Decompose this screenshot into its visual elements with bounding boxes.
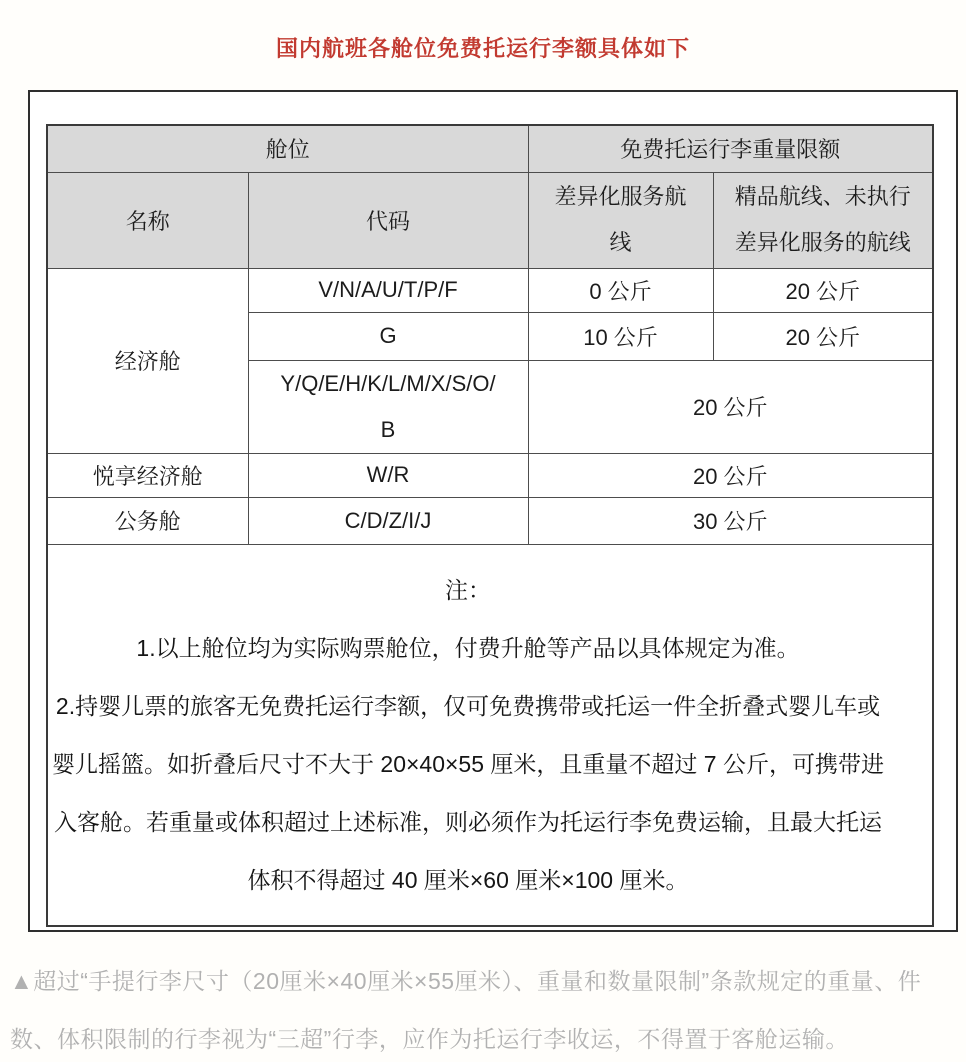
cell-merged-allowance-20kg: 20 公斤: [528, 360, 933, 453]
header-diff-route-line2: 线: [609, 230, 632, 255]
table-header-row-2: [47, 172, 933, 268]
footnote: [10, 952, 958, 1062]
cell-merged-allowance-20kg: 20 公斤: [528, 453, 933, 497]
cell-code-line2: B: [380, 416, 396, 442]
content-panel: [28, 90, 958, 932]
cell-code-line1: Y/Q/E/H/K/L/M/X/S/O/: [280, 370, 496, 396]
footnote-text: 超过“手提行李尺寸（20厘米×40厘米×55厘米）、重量和数量限制”条款规定的重量、件数、体积限制的行李视为“三超”行李，应作为托运行李收运，不得置于客舱运输。: [10, 968, 922, 1052]
header-diff-route-line1: 差异化服务航: [554, 184, 687, 209]
header-allowance-group: 免费托运行李重量限额: [528, 125, 933, 172]
cell-premium-allowance-20kg: 20 公斤: [713, 312, 933, 360]
table-row-premium-economy: [47, 453, 933, 497]
cell-code-g: G: [248, 312, 528, 360]
baggage-allowance-table: [46, 124, 934, 927]
notes-cell: [47, 544, 933, 926]
cell-code-wr: W/R: [248, 453, 528, 497]
table-row-business: [47, 497, 933, 544]
cell-business-name: 公务舱: [47, 497, 248, 544]
header-cabin-code: 代码: [248, 172, 528, 268]
note-item-2: 2.持婴儿票的旅客无免费托运行李额，仅可免费携带或托运一件全折叠式婴儿车或婴儿摇篮。如折叠后尺寸不大于 20×40×55 厘米，且重量不超过 7 公斤，可携带进入客舱。若重量或体积超过上述标准，则必须作为托运行李免费运输，且最大托运体积不得超过 40 厘米×60 厘米×100 厘米。: [52, 692, 884, 893]
cell-code-vnautpf: V/N/A/U/T/P/F: [248, 268, 528, 312]
triangle-icon: ▲: [10, 968, 34, 994]
cell-code-yqehklmxsob: [248, 360, 528, 453]
page-title: 国内航班各舱位免费托运行李额具体如下: [275, 36, 690, 61]
header-premium-route: [713, 172, 933, 268]
cell-code-cdzij: C/D/Z/I/J: [248, 497, 528, 544]
header-cabin-name: 名称: [47, 172, 248, 268]
header-premium-route-line2: 差异化服务的航线: [734, 230, 911, 255]
note-item-1: 1.以上舱位均为实际购票舱位，付费升舱等产品以具体规定为准。: [136, 634, 800, 661]
cell-economy-name: 经济舱: [47, 268, 248, 453]
cell-merged-allowance-30kg: 30 公斤: [528, 497, 933, 544]
notes-label: 注：: [445, 576, 491, 603]
table-row-economy-1: [47, 268, 933, 312]
table-notes-row: [47, 544, 933, 926]
cell-premium-economy-name: 悦享经济舱: [47, 453, 248, 497]
header-premium-route-line1: 精品航线、未执行: [734, 184, 911, 209]
table-header-row-1: [47, 125, 933, 172]
cell-diff-allowance-0kg: 0 公斤: [528, 268, 713, 312]
cell-premium-allowance-20kg: 20 公斤: [713, 268, 933, 312]
header-diff-route: [528, 172, 713, 268]
cell-diff-allowance-10kg: 10 公斤: [528, 312, 713, 360]
header-cabin-group: 舱位: [47, 125, 528, 172]
